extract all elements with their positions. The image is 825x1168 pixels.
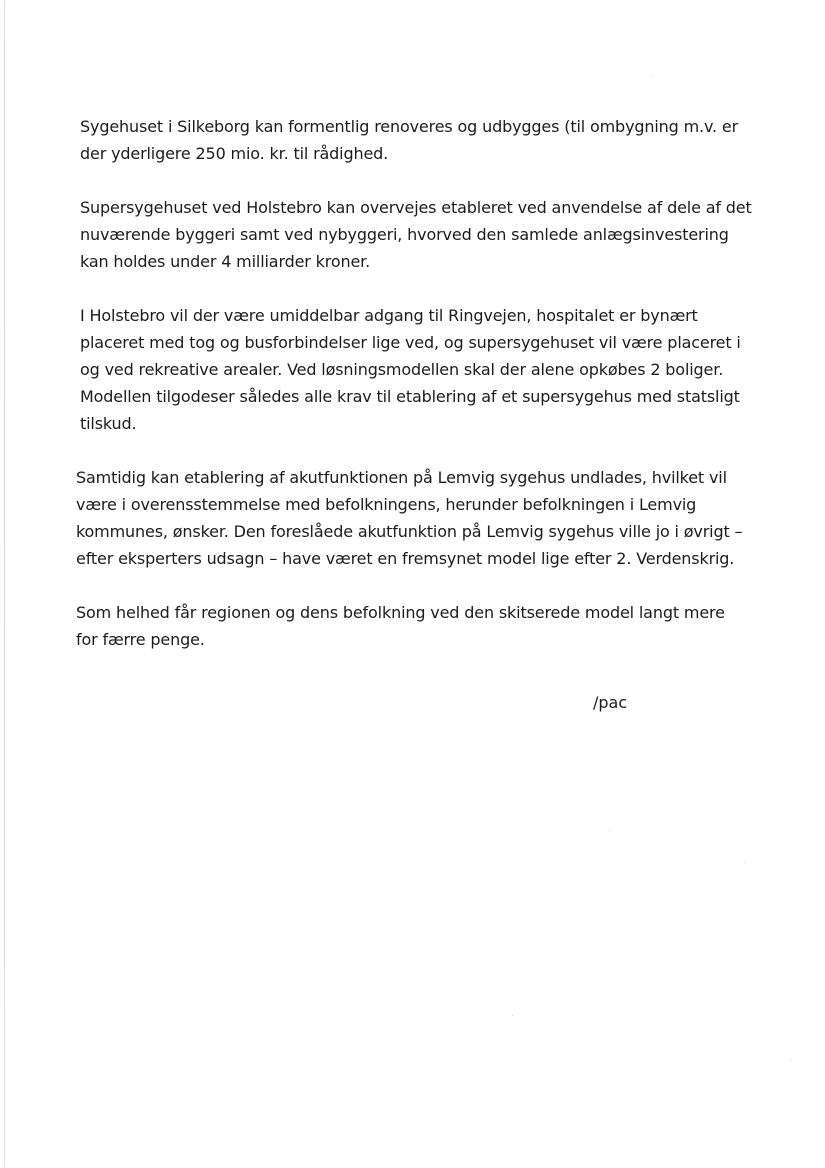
text-line: kan holdes under 4 milliarder kroner. [80, 252, 371, 271]
scan-speck [610, 830, 611, 831]
text-line: Modellen tilgodeser således alle krav til etablering af et supersygehus med statsligt [80, 387, 740, 406]
text-line: I Holstebro vil der være umiddelbar adgang til Ringvejen, hospitalet er bynært [80, 306, 698, 325]
text-line: tilskud. [80, 414, 137, 433]
text-line: placeret med tog og busforbindelser lige ved, og supersygehuset vil være placeret i [80, 333, 741, 352]
paragraph-holstebro-placering [80, 302, 766, 437]
signature-initials: /pac [593, 693, 628, 712]
scan-speck [790, 1060, 791, 1061]
text-line: nuværende byggeri samt ved nybyggeri, hvorved den samlede anlægsinvestering [80, 225, 729, 244]
scan-speck [744, 862, 745, 863]
text-line: for færre penge. [76, 630, 205, 649]
text-line: Som helhed får regionen og dens befolkning ved den skitserede model langt mere [76, 603, 725, 622]
text-line: Samtidig kan etablering af akutfunktionen på Lemvig sygehus undlades, hvilket vil [76, 468, 727, 487]
scan-speck [512, 1015, 513, 1016]
document-body [76, 113, 766, 680]
text-line: Sygehuset i Silkeborg kan formentlig renoveres og udbygges (til ombygning m.v. er [80, 117, 739, 136]
paragraph-silkeborg [80, 113, 766, 167]
text-line: der yderligere 250 mio. kr. til rådighed. [80, 144, 389, 163]
text-line: kommunes, ønsker. Den foreslåede akutfunktion på Lemvig sygehus ville jo i øvrigt – [76, 522, 743, 541]
paragraph-conclusion [76, 599, 766, 653]
scan-speck [652, 75, 653, 76]
text-line: og ved rekreative arealer. Ved løsningsmodellen skal der alene opkøbes 2 boliger. [80, 360, 724, 379]
paragraph-holstebro-supersygehus [80, 194, 766, 275]
paragraph-lemvig-akutfunktion [76, 464, 766, 572]
text-line: være i overensstemmelse med befolkningens, herunder befolkningen i Lemvig [76, 495, 697, 514]
scan-edge-line [4, 0, 5, 1168]
text-line: Supersygehuset ved Holstebro kan overvejes etableret ved anvendelse af dele af det [80, 198, 752, 217]
text-line: efter eksperters udsagn – have været en fremsynet model lige efter 2. Verdenskrig. [76, 549, 735, 568]
